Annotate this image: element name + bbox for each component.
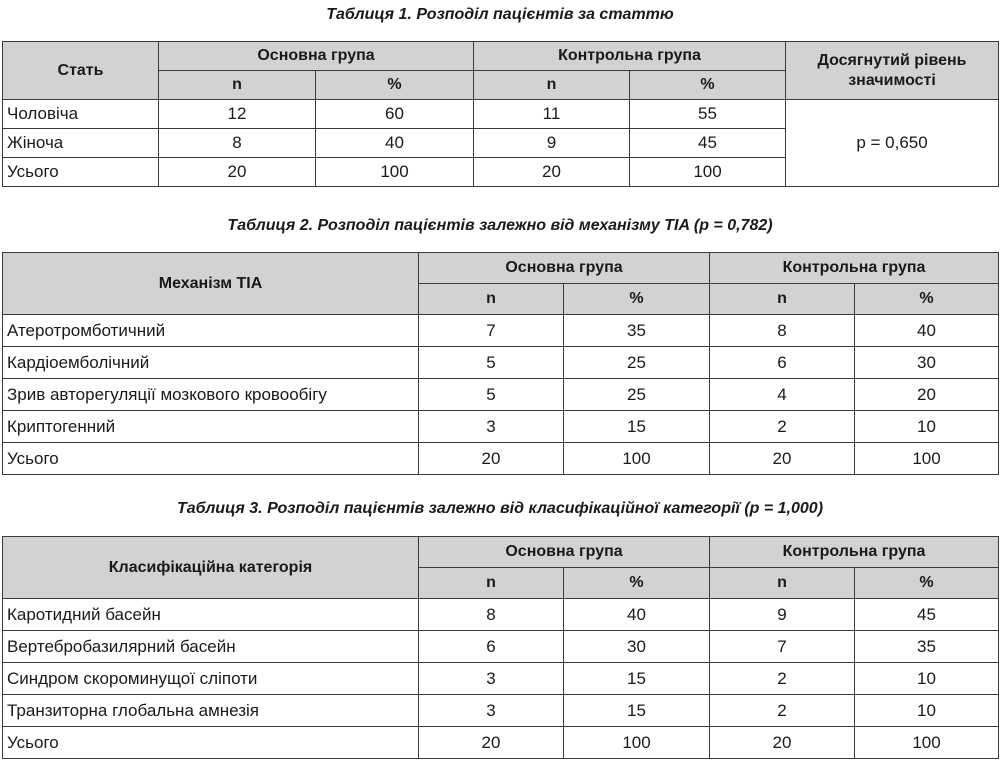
table1-header-significance: Досягнутий рівень значимості (786, 42, 999, 100)
table3-sub-pct: % (855, 568, 999, 599)
table-row (3, 599, 999, 631)
row-label: Криптогенний (3, 411, 419, 443)
table1-header-sex: Стать (3, 42, 159, 100)
cell-main-pct: 25 (564, 347, 710, 379)
cell-main-pct: 15 (564, 695, 710, 727)
cell-main-n: 20 (419, 443, 564, 475)
cell-ctrl-n: 9 (710, 599, 855, 631)
cell-main-pct: 15 (564, 411, 710, 443)
cell-ctrl-pct: 45 (855, 599, 999, 631)
table3-caption: Таблиця 3. Розподіл пацієнтів залежно від класифікаційної категорії (p = 1,000) (176, 500, 824, 517)
row-label: Кардіоемболічний (3, 347, 419, 379)
cell-ctrl-n: 11 (474, 100, 630, 129)
row-label: Усього (3, 158, 159, 187)
cell-ctrl-pct: 35 (855, 631, 999, 663)
row-label: Усього (3, 443, 419, 475)
table2-sub-n: n (710, 284, 855, 315)
table2-sub-pct: % (855, 284, 999, 315)
table2-header-main-group: Основна група (419, 253, 710, 284)
row-label: Усього (3, 727, 419, 759)
row-label: Зрив авторегуляції мозкового кровообігу (3, 379, 419, 411)
row-label: Атеротромботичний (3, 315, 419, 347)
cell-main-pct: 15 (564, 663, 710, 695)
table2-caption: Таблиця 2. Розподіл пацієнтів залежно від механізму TIA (p = 0,782) (227, 217, 773, 234)
cell-main-n: 8 (159, 129, 316, 158)
cell-main-pct: 100 (564, 727, 710, 759)
row-label: Каротидний басейн (3, 599, 419, 631)
cell-main-n: 3 (419, 411, 564, 443)
cell-ctrl-n: 2 (710, 663, 855, 695)
table-row (3, 379, 999, 411)
cell-ctrl-pct: 10 (855, 411, 999, 443)
table1-caption: Таблиця 1. Розподіл пацієнтів за статтю (326, 6, 674, 23)
table3-sub-n: n (419, 568, 564, 599)
cell-ctrl-n: 20 (710, 727, 855, 759)
cell-ctrl-pct: 100 (855, 443, 999, 475)
table3 (2, 536, 999, 759)
row-label: Чоловіча (3, 100, 159, 129)
table1-p-value: p = 0,650 (786, 100, 999, 187)
table-row (3, 663, 999, 695)
table1 (2, 41, 999, 187)
cell-ctrl-pct: 30 (855, 347, 999, 379)
table-row (3, 315, 999, 347)
table-row (3, 347, 999, 379)
table3-header-control-group: Контрольна група (710, 537, 999, 568)
cell-main-pct: 40 (316, 129, 474, 158)
cell-main-n: 20 (159, 158, 316, 187)
table1-sub-pct: % (316, 71, 474, 100)
cell-main-pct: 100 (564, 443, 710, 475)
table-row (3, 727, 999, 759)
cell-main-n: 5 (419, 347, 564, 379)
cell-main-n: 12 (159, 100, 316, 129)
cell-ctrl-n: 4 (710, 379, 855, 411)
cell-main-pct: 30 (564, 631, 710, 663)
row-label: Транзиторна глобальна амнезія (3, 695, 419, 727)
table2-header-mechanism: Механізм TIA (3, 253, 419, 315)
cell-main-pct: 100 (316, 158, 474, 187)
cell-ctrl-pct: 20 (855, 379, 999, 411)
cell-ctrl-pct: 40 (855, 315, 999, 347)
table-row (3, 631, 999, 663)
cell-ctrl-pct: 10 (855, 695, 999, 727)
row-label: Жіноча (3, 129, 159, 158)
cell-ctrl-n: 7 (710, 631, 855, 663)
table1-header-control-group: Контрольна група (474, 42, 786, 71)
table1-sub-n: n (159, 71, 316, 100)
table1-header-main-group: Основна група (159, 42, 474, 71)
cell-ctrl-pct: 10 (855, 663, 999, 695)
table3-header-category: Класифікаційна категорія (3, 537, 419, 599)
table3-sub-pct: % (564, 568, 710, 599)
cell-main-pct: 35 (564, 315, 710, 347)
table3-sub-n: n (710, 568, 855, 599)
cell-main-pct: 60 (316, 100, 474, 129)
cell-main-n: 7 (419, 315, 564, 347)
cell-main-n: 8 (419, 599, 564, 631)
cell-main-n: 3 (419, 663, 564, 695)
table1-sub-pct: % (630, 71, 786, 100)
table2-sub-n: n (419, 284, 564, 315)
cell-main-pct: 25 (564, 379, 710, 411)
cell-ctrl-pct: 100 (855, 727, 999, 759)
cell-main-pct: 40 (564, 599, 710, 631)
row-label: Вертебробазилярний басейн (3, 631, 419, 663)
cell-ctrl-pct: 100 (630, 158, 786, 187)
table-row (3, 411, 999, 443)
table-row (3, 695, 999, 727)
table-row (3, 100, 999, 129)
table1-sub-n: n (474, 71, 630, 100)
cell-main-n: 5 (419, 379, 564, 411)
row-label: Синдром скороминущої сліпоти (3, 663, 419, 695)
cell-ctrl-n: 8 (710, 315, 855, 347)
cell-main-n: 6 (419, 631, 564, 663)
cell-ctrl-n: 20 (474, 158, 630, 187)
cell-main-n: 20 (419, 727, 564, 759)
cell-main-n: 3 (419, 695, 564, 727)
table2-header-control-group: Контрольна група (710, 253, 999, 284)
cell-ctrl-n: 6 (710, 347, 855, 379)
table3-header-main-group: Основна група (419, 537, 710, 568)
cell-ctrl-n: 20 (710, 443, 855, 475)
cell-ctrl-n: 2 (710, 695, 855, 727)
cell-ctrl-pct: 45 (630, 129, 786, 158)
cell-ctrl-pct: 55 (630, 100, 786, 129)
table-row (3, 443, 999, 475)
cell-ctrl-n: 2 (710, 411, 855, 443)
table2 (2, 252, 999, 475)
cell-ctrl-n: 9 (474, 129, 630, 158)
table2-sub-pct: % (564, 284, 710, 315)
